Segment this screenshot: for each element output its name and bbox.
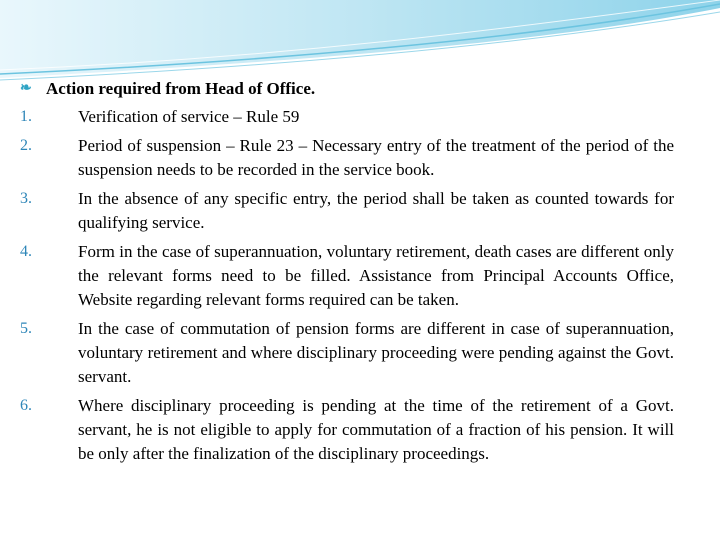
list-item (20, 105, 674, 129)
section-heading (20, 78, 674, 100)
header-wave-banner (0, 0, 720, 90)
item-number: 5. (20, 320, 32, 337)
heading-text: Action required from Head of Office. (46, 79, 316, 98)
list-item (20, 317, 674, 389)
item-text: Where disciplinary proceeding is pending at the time of the retirement of a Govt. servant, he is not eligible to apply for commutation of a fraction of his pension. It will be only after the finalization of the disciplinary proceedings. (78, 396, 674, 463)
item-text: Verification of service – Rule 59 (78, 107, 300, 126)
list-item (20, 187, 674, 235)
item-number: 3. (20, 190, 32, 207)
item-text: Period of suspension – Rule 23 – Necessary entry of the treatment of the period of the suspension needs to be recorded in the service book. (78, 136, 674, 179)
list-item (20, 134, 674, 182)
item-text: In the absence of any specific entry, the period shall be taken as counted towards for qualifying service. (78, 189, 674, 232)
list-item (20, 394, 674, 466)
list-item (20, 240, 674, 312)
action-list (20, 105, 674, 466)
slide-content (20, 78, 674, 471)
item-text: In the case of commutation of pension forms are different in case of superannuation, voluntary retirement and where disciplinary proceeding were pending against the Govt. servant. (78, 319, 674, 386)
item-number: 2. (20, 137, 32, 154)
item-text: Form in the case of superannuation, voluntary retirement, death cases are different only the relevant forms need to be filled. Assistance from Principal Accounts Office, Website regarding relevant forms required can be taken. (78, 242, 674, 309)
item-number: 6. (20, 397, 32, 414)
feather-bullet-icon: ❧ (20, 81, 32, 96)
item-number: 4. (20, 243, 32, 260)
item-number: 1. (20, 108, 32, 125)
